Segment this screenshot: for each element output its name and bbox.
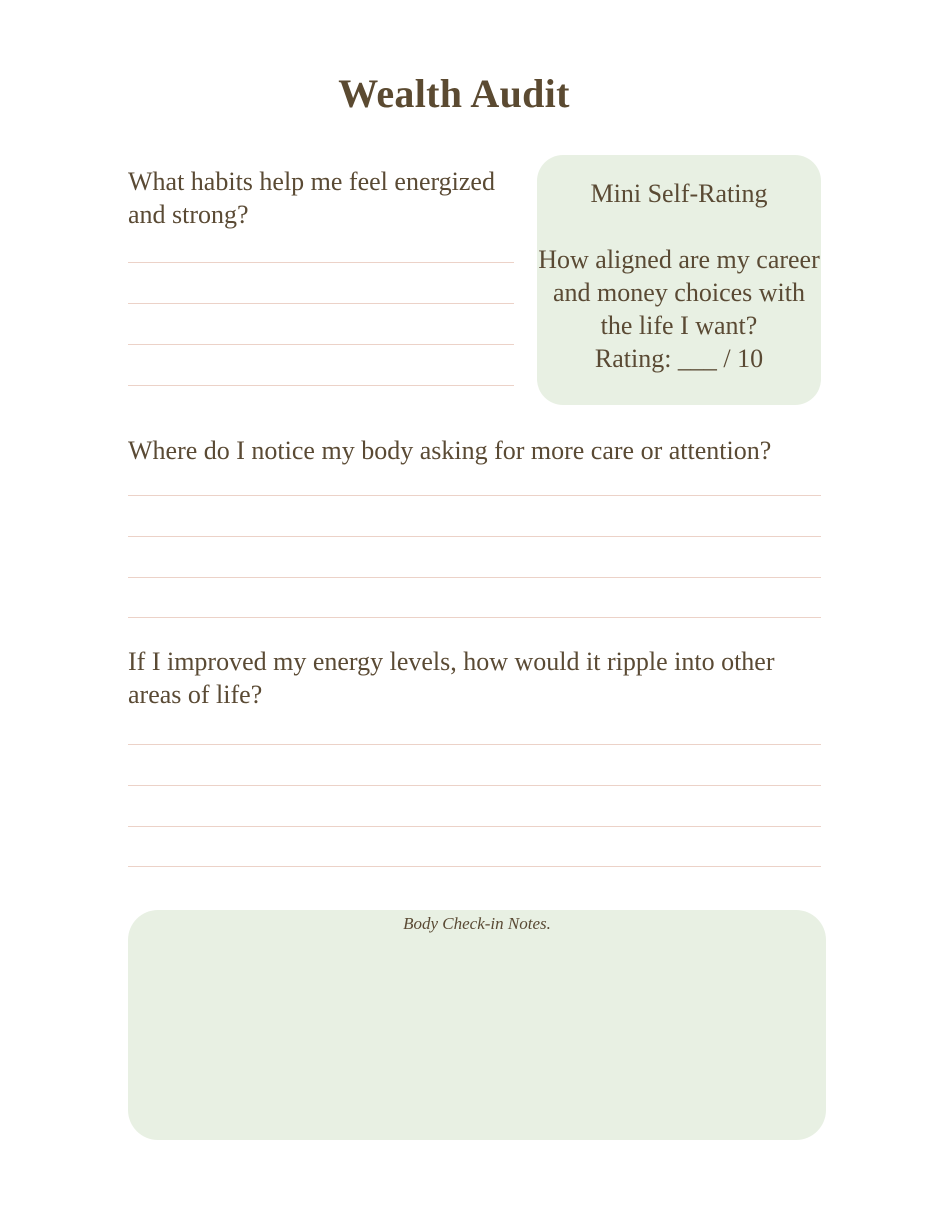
page-title: Wealth Audit	[338, 71, 570, 116]
answer-line[interactable]	[128, 262, 514, 263]
answer-line[interactable]	[128, 577, 821, 578]
question-3-text: If I improved my energy levels, how would it ripple into other areas of life?	[128, 647, 775, 709]
mini-self-rating-title: Mini Self-Rating	[590, 179, 768, 208]
answer-line[interactable]	[128, 826, 821, 827]
mini-self-rating-question: How aligned are my career and money choices with the life I want?	[538, 245, 820, 340]
answer-line[interactable]	[128, 744, 821, 745]
question-2-text: Where do I notice my body asking for more care or attention?	[128, 436, 772, 465]
body-check-in-notes-box[interactable]	[128, 910, 826, 1140]
answer-line[interactable]	[128, 617, 821, 618]
body-check-in-notes-label: Body Check-in Notes.	[403, 914, 551, 933]
answer-line[interactable]	[128, 536, 821, 537]
answer-line[interactable]	[128, 344, 514, 345]
answer-line[interactable]	[128, 785, 821, 786]
answer-line[interactable]	[128, 385, 514, 386]
answer-line[interactable]	[128, 303, 514, 304]
mini-self-rating-box	[537, 155, 821, 405]
answer-line[interactable]	[128, 866, 821, 867]
answer-line[interactable]	[128, 495, 821, 496]
question-1-text: What habits help me feel energized and strong?	[128, 167, 495, 229]
rating-field[interactable]: Rating: ___ / 10	[594, 344, 764, 373]
